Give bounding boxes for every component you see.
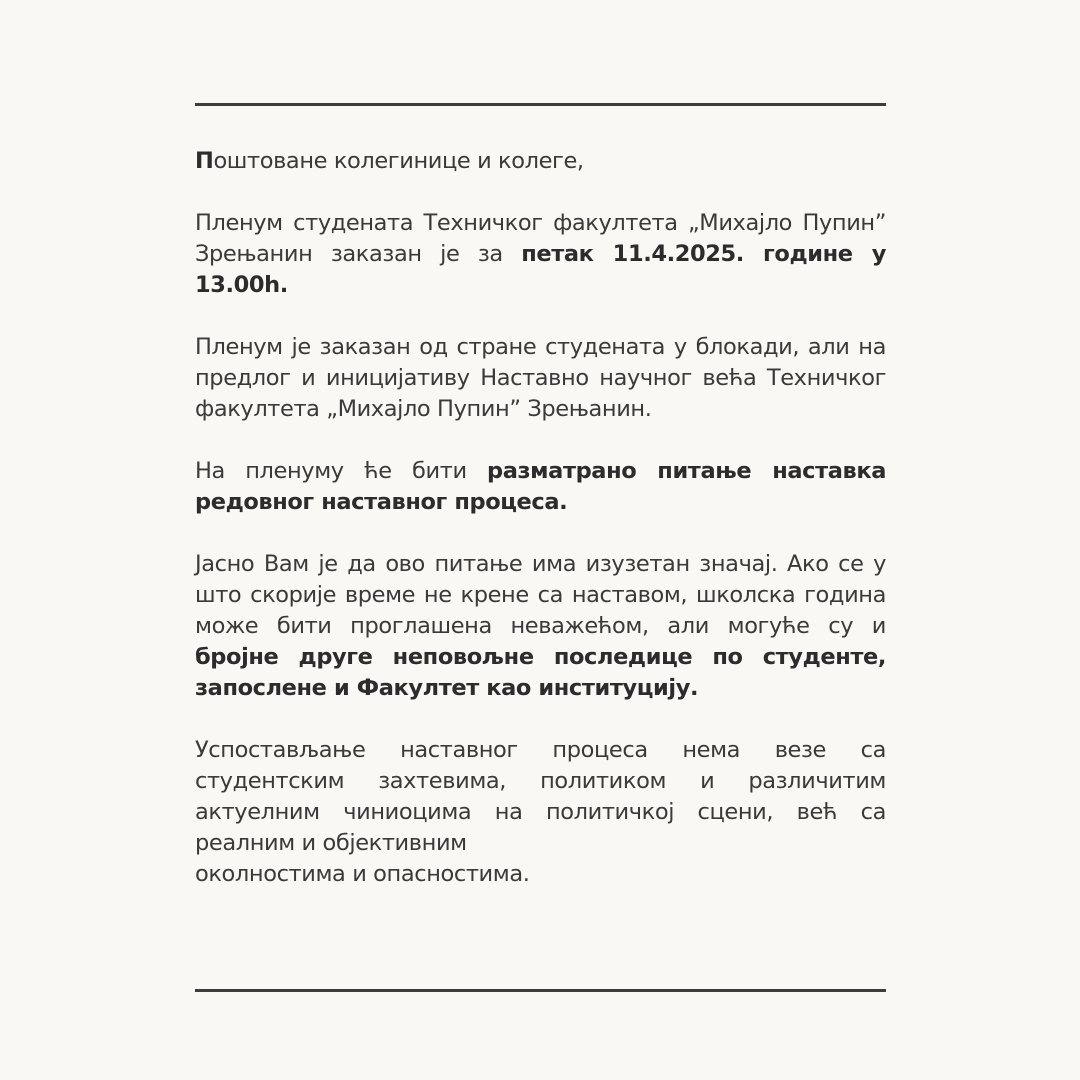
paragraph-importance (195, 549, 886, 704)
importance-bold: бројне друге неповољне последице по студенте, запослене и Факултет као институцију. (195, 644, 886, 701)
plenum-date-text: Пленум студената Техничког факултета „Михајло Пупин” Зрењанин заказан је за (195, 210, 886, 267)
plenum-initiative-text: Пленум је заказан од стране студената у блокади, али на предлог и иницијативу Наставно научног већа Техничког факултета „Михајло Пупин” Зрењанин. (195, 334, 886, 422)
greeting-text: оштоване колегинице и колеге, (213, 148, 584, 174)
paragraph-plenum-date (195, 208, 886, 301)
bottom-divider (195, 989, 886, 992)
greeting-initial: П (195, 148, 214, 174)
paragraph-conclusion (195, 735, 886, 890)
top-divider (195, 103, 886, 106)
greeting (195, 146, 886, 177)
importance-text: Јасно Вам је да ово питање има изузетан значај. Ако се у што скорије време не крене са наставом, школска година може бити проглашена неважећом, али могуће су и (195, 551, 886, 639)
paragraph-plenum-topic (195, 456, 886, 518)
conclusion-text-end: околностима и опасностима. (195, 861, 530, 887)
plenum-topic-bold: разматрано питање наставка редовног наставног процеса. (195, 458, 886, 515)
conclusion-text: Успостављање наставног процеса нема везе са студентским захтевима, политиком и различитим актуелним чиниоцима на политичкој сцени, већ са реалним и објективним (195, 737, 886, 856)
letter-body (195, 146, 886, 890)
plenum-date-bold: петак 11.4.2025. године у 13.00h. (195, 241, 886, 298)
plenum-topic-text: На пленуму ће бити (195, 458, 488, 484)
paragraph-plenum-initiative (195, 332, 886, 425)
